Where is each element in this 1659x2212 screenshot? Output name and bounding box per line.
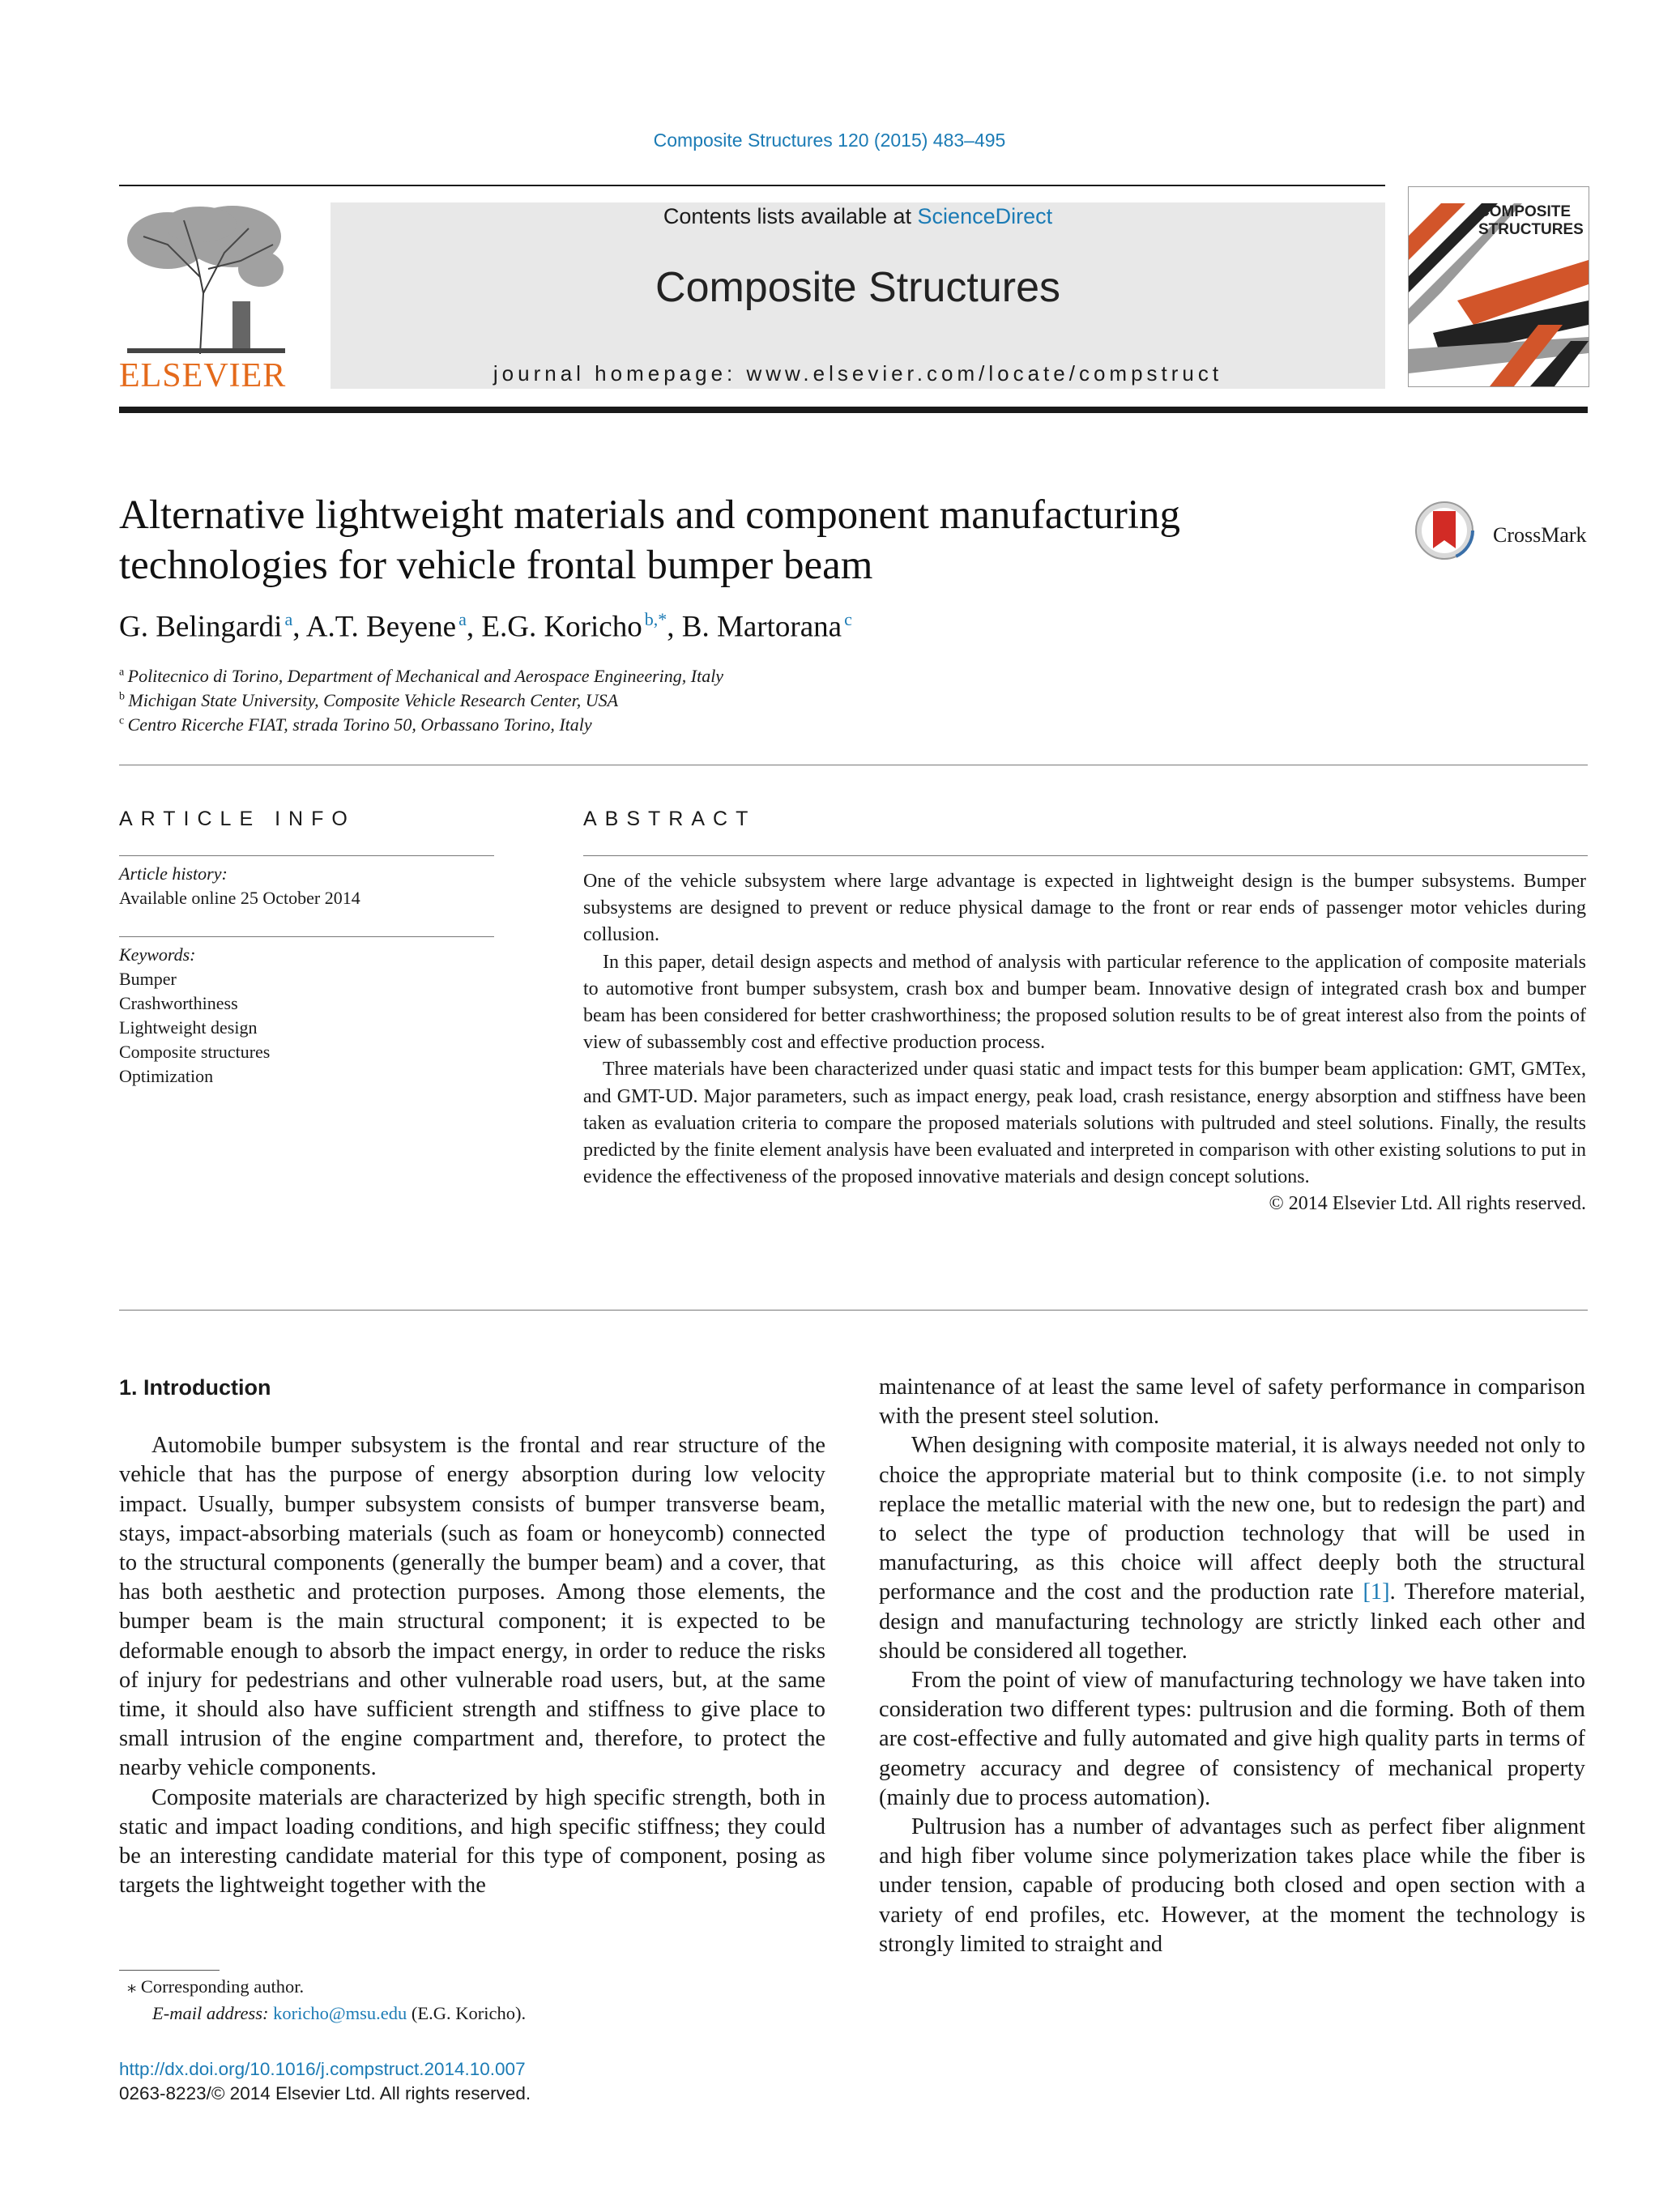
article-title-line-2: technologies for vehicle frontal bumper beam — [119, 543, 873, 588]
author-affiliation-mark[interactable]: c — [844, 609, 852, 629]
journal-homepage[interactable]: journal homepage: www.elsevier.com/locate/compstruct — [493, 361, 1223, 386]
body-left-column — [119, 1373, 825, 1900]
elsevier-wordmark: ELSEVIER — [119, 357, 287, 394]
author-name[interactable]: E.G. Koricho — [481, 610, 642, 644]
affiliation-c — [119, 714, 592, 735]
article-info-rule — [119, 855, 494, 856]
abstract-bottom-rule — [119, 1310, 1588, 1311]
doi-link[interactable]: http://dx.doi.org/10.1016/j.compstruct.2014.10.007 — [119, 2059, 526, 2079]
author-list: G. Belingardi $^a$, A.T. Beyene $^a$, E.G. Koricho $^{b,*}$, B. Martorana $^c$ — [119, 609, 852, 644]
article-history — [119, 862, 360, 910]
journal-name: Composite Structures — [655, 264, 1060, 311]
crossmark-label[interactable]: CrossMark — [1493, 523, 1587, 547]
abstract-body — [583, 868, 1586, 1218]
body-paragraph: Pultrusion has a number of advantages such as perfect fiber alignment and high fiber volume since polymerization takes place while the fiber is under tension, capable of producing both closed and open section with a variety of end profiles, etc. However, at the moment the technology is strongly limited to straight and — [879, 1814, 1585, 1957]
elsevier-tree-logo — [119, 204, 293, 355]
email-link[interactable]: koricho@msu.edu — [273, 2003, 407, 2023]
keywords-rule — [119, 936, 494, 937]
contents-prefix: Contents lists available at — [663, 204, 918, 228]
affiliation-mark: a — [119, 666, 125, 679]
keywords-label: Keywords: — [119, 944, 196, 965]
affiliation-a — [119, 666, 723, 687]
header-top-rule — [119, 185, 1385, 186]
article-history-label: Article history: — [119, 863, 228, 884]
affiliation-b — [119, 690, 618, 711]
body-paragraph: Composite materials are characterized by high specific strength, both in static and impact loading conditions, and high specific stiffness; they could be an interesting candidate material for this type of component, posing as targets the lightweight together with the — [119, 1784, 825, 1899]
article-title-line-1: Alternative lightweight materials and component manufacturing — [119, 492, 1181, 538]
author-affiliation-mark[interactable]: a — [284, 609, 293, 629]
section-heading-introduction: 1. Introduction — [119, 1375, 271, 1400]
affiliation-text: Centro Ricerche FIAT, strada Torino 50, Orbassano Torino, Italy — [127, 714, 592, 735]
author-name[interactable]: G. Belingardi — [119, 610, 283, 644]
sciencedirect-link[interactable]: ScienceDirect — [917, 204, 1053, 228]
body-paragraph: From the point of view of manufacturing technology we have taken into consideration two different types: pultrusion and die forming. Both of them are cost-effective and fully automated and give high quality parts in terms of geometry accuracy and degree of consistency of mechanical property (mainly due to process automation). — [879, 1668, 1585, 1810]
article-info-heading: ARTICLE INFO — [119, 808, 356, 830]
abstract-rule — [583, 855, 1588, 856]
header-bottom-rule — [119, 407, 1588, 413]
body-text: When designing with composite material, it is always needed not only to choice the appropriate material but to think composite (i.e. to not simply replace the metallic material with the new one, but to redesign the part) and to select the type of production technology that will be used in manufacturing, as this choice will affect deeply both the structural performance and the cost and the production rate — [879, 1433, 1585, 1605]
author-affiliation-mark[interactable]: b,* — [644, 609, 667, 629]
author-affiliation-mark[interactable]: a — [458, 609, 467, 629]
keyword: Optimization — [119, 1066, 214, 1086]
article-title — [119, 490, 1294, 590]
doi-block — [119, 2057, 531, 2106]
corresponding-author-note: ⁎ Corresponding author. — [127, 1976, 305, 1997]
abstract-paragraph-3: Three materials have been characterized under quasi static and impact tests for this bumper beam application: GMT, GMTex, and GMT-UD. Major parameters, such as impact energy, peak load, crash resistance, energy absorption and stiffness have been taken as evaluation criteria to compare the proposed materials solutions with pultruded and steel solutions. Finally, the results predicted by the finite element analysis have been evaluated and interpreted in comparison with other existing solutions to put in evidence the effectiveness of the proposed innovative materials and design concept solutions. — [583, 1059, 1586, 1188]
email-suffix: (E.G. Koricho). — [407, 2003, 527, 2023]
affiliation-text: Politecnico di Torino, Department of Mechanical and Aerospace Engineering, Italy — [127, 666, 724, 686]
body-text: . Therefore material, design and manufacturing technology are strictly linked each other and should be considered all together. — [879, 1579, 1585, 1664]
affiliation-text: Michigan State University, Composite Vehicle Research Center, USA — [128, 690, 619, 710]
journal-cover-thumbnail — [1408, 186, 1589, 387]
journal-citation-link[interactable]: Composite Structures 120 (2015) 483–495 — [653, 130, 1006, 151]
footnote-rule — [119, 1970, 220, 1971]
keyword: Bumper — [119, 969, 177, 989]
body-right-column — [879, 1373, 1585, 1959]
abstract-copyright: © 2014 Elsevier Ltd. All rights reserved. — [1269, 1193, 1586, 1215]
keyword: Lightweight design — [119, 1017, 258, 1038]
affiliation-mark: c — [119, 714, 125, 727]
contents-available-line — [331, 204, 1385, 229]
author-name[interactable]: A.T. Beyene — [305, 610, 457, 644]
cover-title-2: STRUCTURES — [1478, 221, 1584, 238]
email-label: E-mail address: — [152, 2003, 274, 2023]
keywords-block — [119, 943, 270, 1089]
article-history-value: Available online 25 October 2014 — [119, 888, 360, 908]
issn-copyright: 0263-8223/© 2014 Elsevier Ltd. All rights reserved. — [119, 2083, 531, 2103]
keyword: Crashworthiness — [119, 993, 238, 1013]
affiliation-mark: b — [119, 690, 125, 703]
cover-title-1: COMPOSITE — [1478, 203, 1572, 220]
crossmark-icon[interactable] — [1414, 500, 1475, 561]
reference-link-1[interactable]: [1] — [1363, 1579, 1390, 1605]
abstract-paragraph-1: One of the vehicle subsystem where large advantage is expected in lightweight design is the bumper subsystems. Bumper subsystems are designed to prevent or reduce physical damage to the front or rear ends of passenger motor vehicles during collusion. — [583, 871, 1586, 946]
abstract-heading: ABSTRACT — [583, 808, 757, 830]
author-name[interactable]: B. Martorana — [681, 610, 842, 644]
abstract-paragraph-2: In this paper, detail design aspects and method of analysis with particular reference to the application of composite materials to automotive front bumper subsystem, crash box and bumper beam. Innovative design of integrated crash box and bumper beam has been considered for better crashworthiness; the proposed solution results to be of great interest also from the points of view of subassembly cost and effective production process. — [583, 951, 1586, 1054]
body-paragraph — [879, 1431, 1585, 1666]
body-paragraph: Automobile bumper subsystem is the frontal and rear structure of the vehicle that has the purpose of energy absorption during low velocity impact. Usually, bumper subsystem consists of bumper transverse beam, stays, impact-absorbing materials (such as foam or honeycomb) connected to the structural components (generally the bumper beam) and a cover, that has both aesthetic and protection purposes. Among those elements, the bumper beam is the main structural component; it is expected to be deformable enough to absorb the impact energy, in order to reduce the risks of injury for pedestrians and other vulnerable road users, but, at the same time, it should also have sufficient strength and stiffness to give place to small intrusion of the engine compartment and, therefore, to protect the nearby vehicle components. — [119, 1433, 825, 1781]
keyword: Composite structures — [119, 1042, 271, 1062]
body-paragraph: maintenance of at least the same level of safety performance in comparison with the present steel solution. — [879, 1375, 1585, 1430]
email-note — [152, 2003, 526, 2024]
